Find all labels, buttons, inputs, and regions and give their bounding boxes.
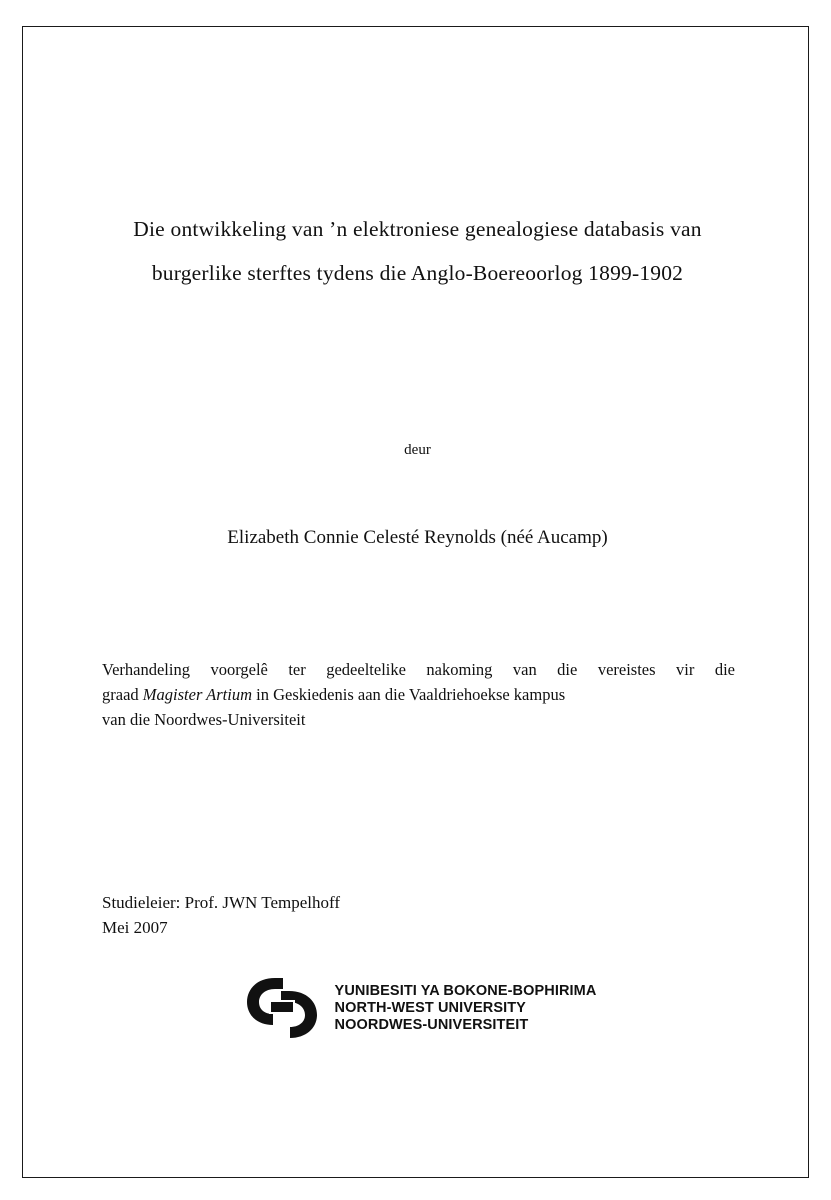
statement-line-2-prefix: graad bbox=[102, 685, 143, 704]
logo-text-line-2: NORTH-WEST UNIVERSITY bbox=[334, 999, 526, 1016]
degree-name: Magister Artium bbox=[142, 685, 253, 704]
supervisor-line: Studieleier: Prof. JWN Tempelhoff bbox=[102, 893, 341, 912]
statement-line-3: van die Noordwes-Universiteit bbox=[102, 710, 306, 729]
degree-statement bbox=[102, 657, 735, 732]
north-west-university-logo-icon bbox=[239, 972, 325, 1044]
statement-line-1: Verhandeling voorgelê ter gedeeltelike nakoming van die vereistes vir die bbox=[102, 660, 735, 679]
title-line-2: burgerlike sterftes tydens die Anglo-Boereoorlog 1899-1902 bbox=[151, 261, 684, 285]
statement-line-2-suffix: in Geskiedenis aan die Vaaldriehoekse kampus bbox=[252, 685, 566, 704]
by-word: deur bbox=[404, 442, 431, 458]
author-name: Elizabeth Connie Celesté Reynolds (néé Aucamp) bbox=[227, 527, 608, 548]
page-title bbox=[102, 207, 733, 295]
university-logo bbox=[22, 972, 813, 1044]
title-line-1: Die ontwikkeling van ’n elektroniese genealogiese databasis van bbox=[133, 217, 702, 241]
logo-text-line-1: YUNIBESITI YA BOKONE-BOPHIRIMA bbox=[334, 982, 597, 999]
logo-text-line-3: NOORDWES-UNIVERSITEIT bbox=[334, 1016, 529, 1033]
page-content bbox=[22, 22, 813, 1182]
date-line: Mei 2007 bbox=[102, 918, 168, 937]
statement-line-2 bbox=[102, 682, 735, 707]
university-logo-text bbox=[335, 983, 597, 1034]
